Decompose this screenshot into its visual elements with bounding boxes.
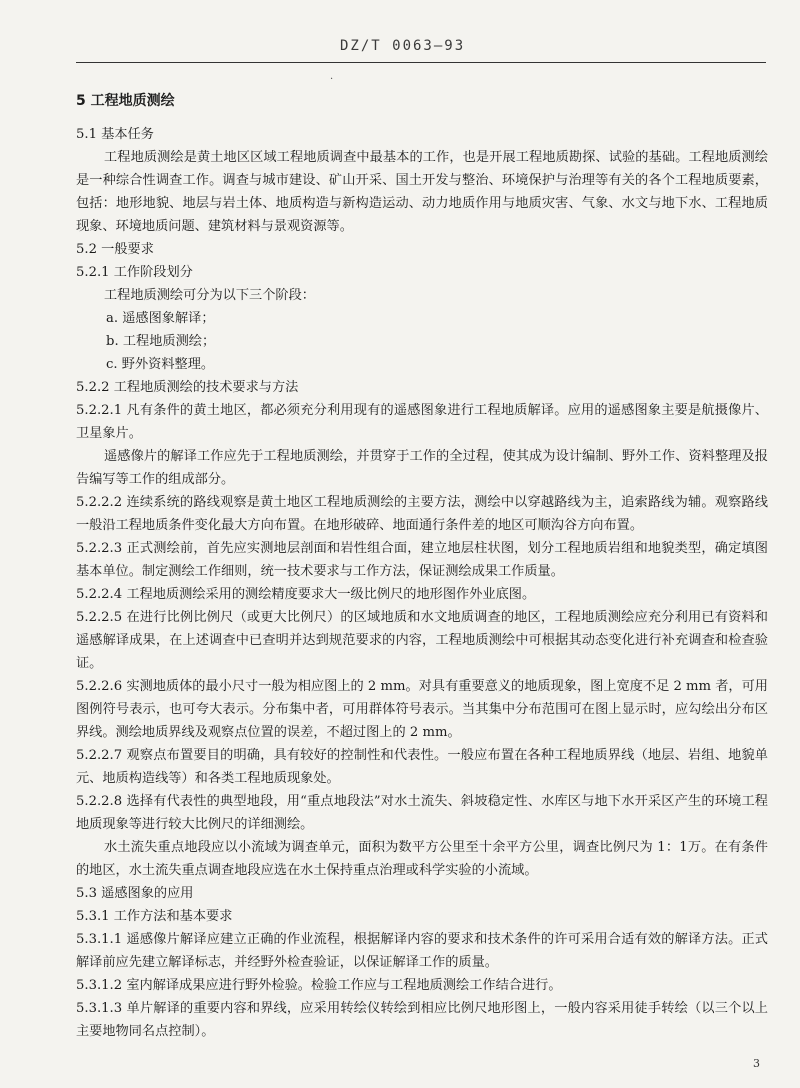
- paragraph: 遥感像片的解译工作应先于工程地质测绘，并贯穿于工作的全过程，使其成为设计编制、野外工作、资料整理及报告编写等工作的组成部分。: [76, 449, 768, 487]
- clause-heading-5-2-1: 5.2.1 工作阶段划分: [76, 265, 193, 280]
- clause-heading-5-3-1: 5.3.1 工作方法和基本要求: [76, 909, 233, 924]
- clause-paragraph: 5.2.2.1 凡有条件的黄土地区，都必须充分利用现有的遥感图象进行工程地质解译。应用的遥感图象主要是航摄像片、卫星象片。: [76, 403, 768, 441]
- clause-paragraph: 5.2.2.3 正式测绘前，首先应实测地层剖面和岩性组合面，建立地层柱状图，划分工程地质岩组和地貌类型，确定填图基本单位。制定测绘工作细则，统一技术要求与工作方法，保证测绘成果工作质量。: [76, 541, 768, 579]
- clause-heading-5-2: 5.2 一般要求: [76, 242, 154, 257]
- page-number: 3: [753, 1057, 760, 1070]
- list-item: b. 工程地质测绘；: [106, 334, 216, 349]
- clause-paragraph: 5.2.2.2 连续系统的路线观察是黄土地区工程地质测绘的主要方法，测绘中以穿越路线为主，追索路线为辅。观察路线一般沿工程地质条件变化最大方向布置。在地形破碎、地面通行条件差的地区可顺沟谷方向布置。: [76, 495, 768, 533]
- list-item: c. 野外资料整理。: [106, 357, 215, 372]
- clause-heading-5-1: 5.1 基本任务: [76, 127, 154, 142]
- paragraph: 水土流失重点地段应以小流域为调查单元，面积为数平方公里至十余平方公里，调查比例尺为 1：1万。在有条件的地区，水土流失重点调查地段应选在水土保持重点治理或科学实验的小流域。: [76, 840, 768, 878]
- clause-paragraph: 5.3.1.2 室内解译成果应进行野外检验。检验工作应与工程地质测绘工作结合进行。: [76, 978, 562, 993]
- clause-heading-5-3: 5.3 遥感图象的应用: [76, 886, 194, 901]
- paragraph: 工程地质测绘是黄土地区区域工程地质调查中最基本的工作，也是开展工程地质勘探、试验的基础。工程地质测绘是一种综合性调查工作。调查与城市建设、矿山开采、国土开发与整治、环境保护与治理等有关的各个工程地质要素，包括：地形地貌、地层与岩土体、地质构造与新构造运动、动力地质作用与地质灾害、气象、水文与地下水、工程地质现象、环境地质问题、建筑材料与景观资源等。: [76, 150, 768, 234]
- clause-paragraph: 5.3.1.3 单片解译的重要内容和界线，应采用转绘仪转绘到相应比例尺地形图上，一般内容采用徒手转绘（以三个以上主要地物同名点控制）。: [76, 1001, 768, 1039]
- clause-paragraph: 5.2.2.8 选择有代表性的典型地段，用“重点地段法”对水土流失、斜坡稳定性、水库区与地下水开采区产生的环境工程地质现象等进行较大比例尺的详细测绘。: [76, 794, 768, 832]
- clause-paragraph: 5.3.1.1 遥感像片解译应建立正确的作业流程，根据解译内容的要求和技术条件的许可采用合适有效的解译方法。正式解译前应先建立解译标志，并经野外检查验证，以保证解译工作的质量。: [76, 932, 768, 970]
- standard-code: DZ/T 0063—93: [340, 38, 466, 54]
- body-text: [76, 90, 768, 1043]
- clause-paragraph: 5.2.2.7 观察点布置要目的明确，具有较好的控制性和代表性。一般应布置在各种工程地质界线（地层、岩组、地貌单元、地质构造线等）和各类工程地质现象处。: [76, 748, 768, 786]
- clause-paragraph: 5.2.2.4 工程地质测绘采用的测绘精度要求大一级比例尺的地形图作外业底图。: [76, 587, 536, 602]
- section-title: 5 工程地质测绘: [76, 93, 175, 109]
- paragraph: 工程地质测绘可分为以下三个阶段：: [104, 288, 315, 303]
- list-item: a. 遥感图象解译；: [106, 311, 215, 326]
- header-rule: [76, 62, 766, 63]
- clause-heading-5-2-2: 5.2.2 工程地质测绘的技术要求与方法: [76, 380, 299, 395]
- clause-paragraph: 5.2.2.5 在进行比例比例尺（或更大比例尺）的区域地质和水文地质调查的地区，工程地质测绘应充分利用已有资料和遥感解译成果，在上述调查中已查明并达到规范要求的内容，工程地质测绘中可根据其动态变化进行补充调查和检查验证。: [76, 610, 768, 671]
- decor-dot: ·: [330, 74, 334, 85]
- clause-paragraph: 5.2.2.6 实测地质体的最小尺寸一般为相应图上的 2 mm。对具有重要意义的地质现象，图上宽度不足 2 mm 者，可用图例符号表示，也可夸大表示。分布集中者，可用群体符号表示。当其集中分布范围可在图上显示时，应勾绘出分布区界线。测绘地质界线及观察点位置的误差，不超过图上的 2 mm。: [76, 679, 768, 740]
